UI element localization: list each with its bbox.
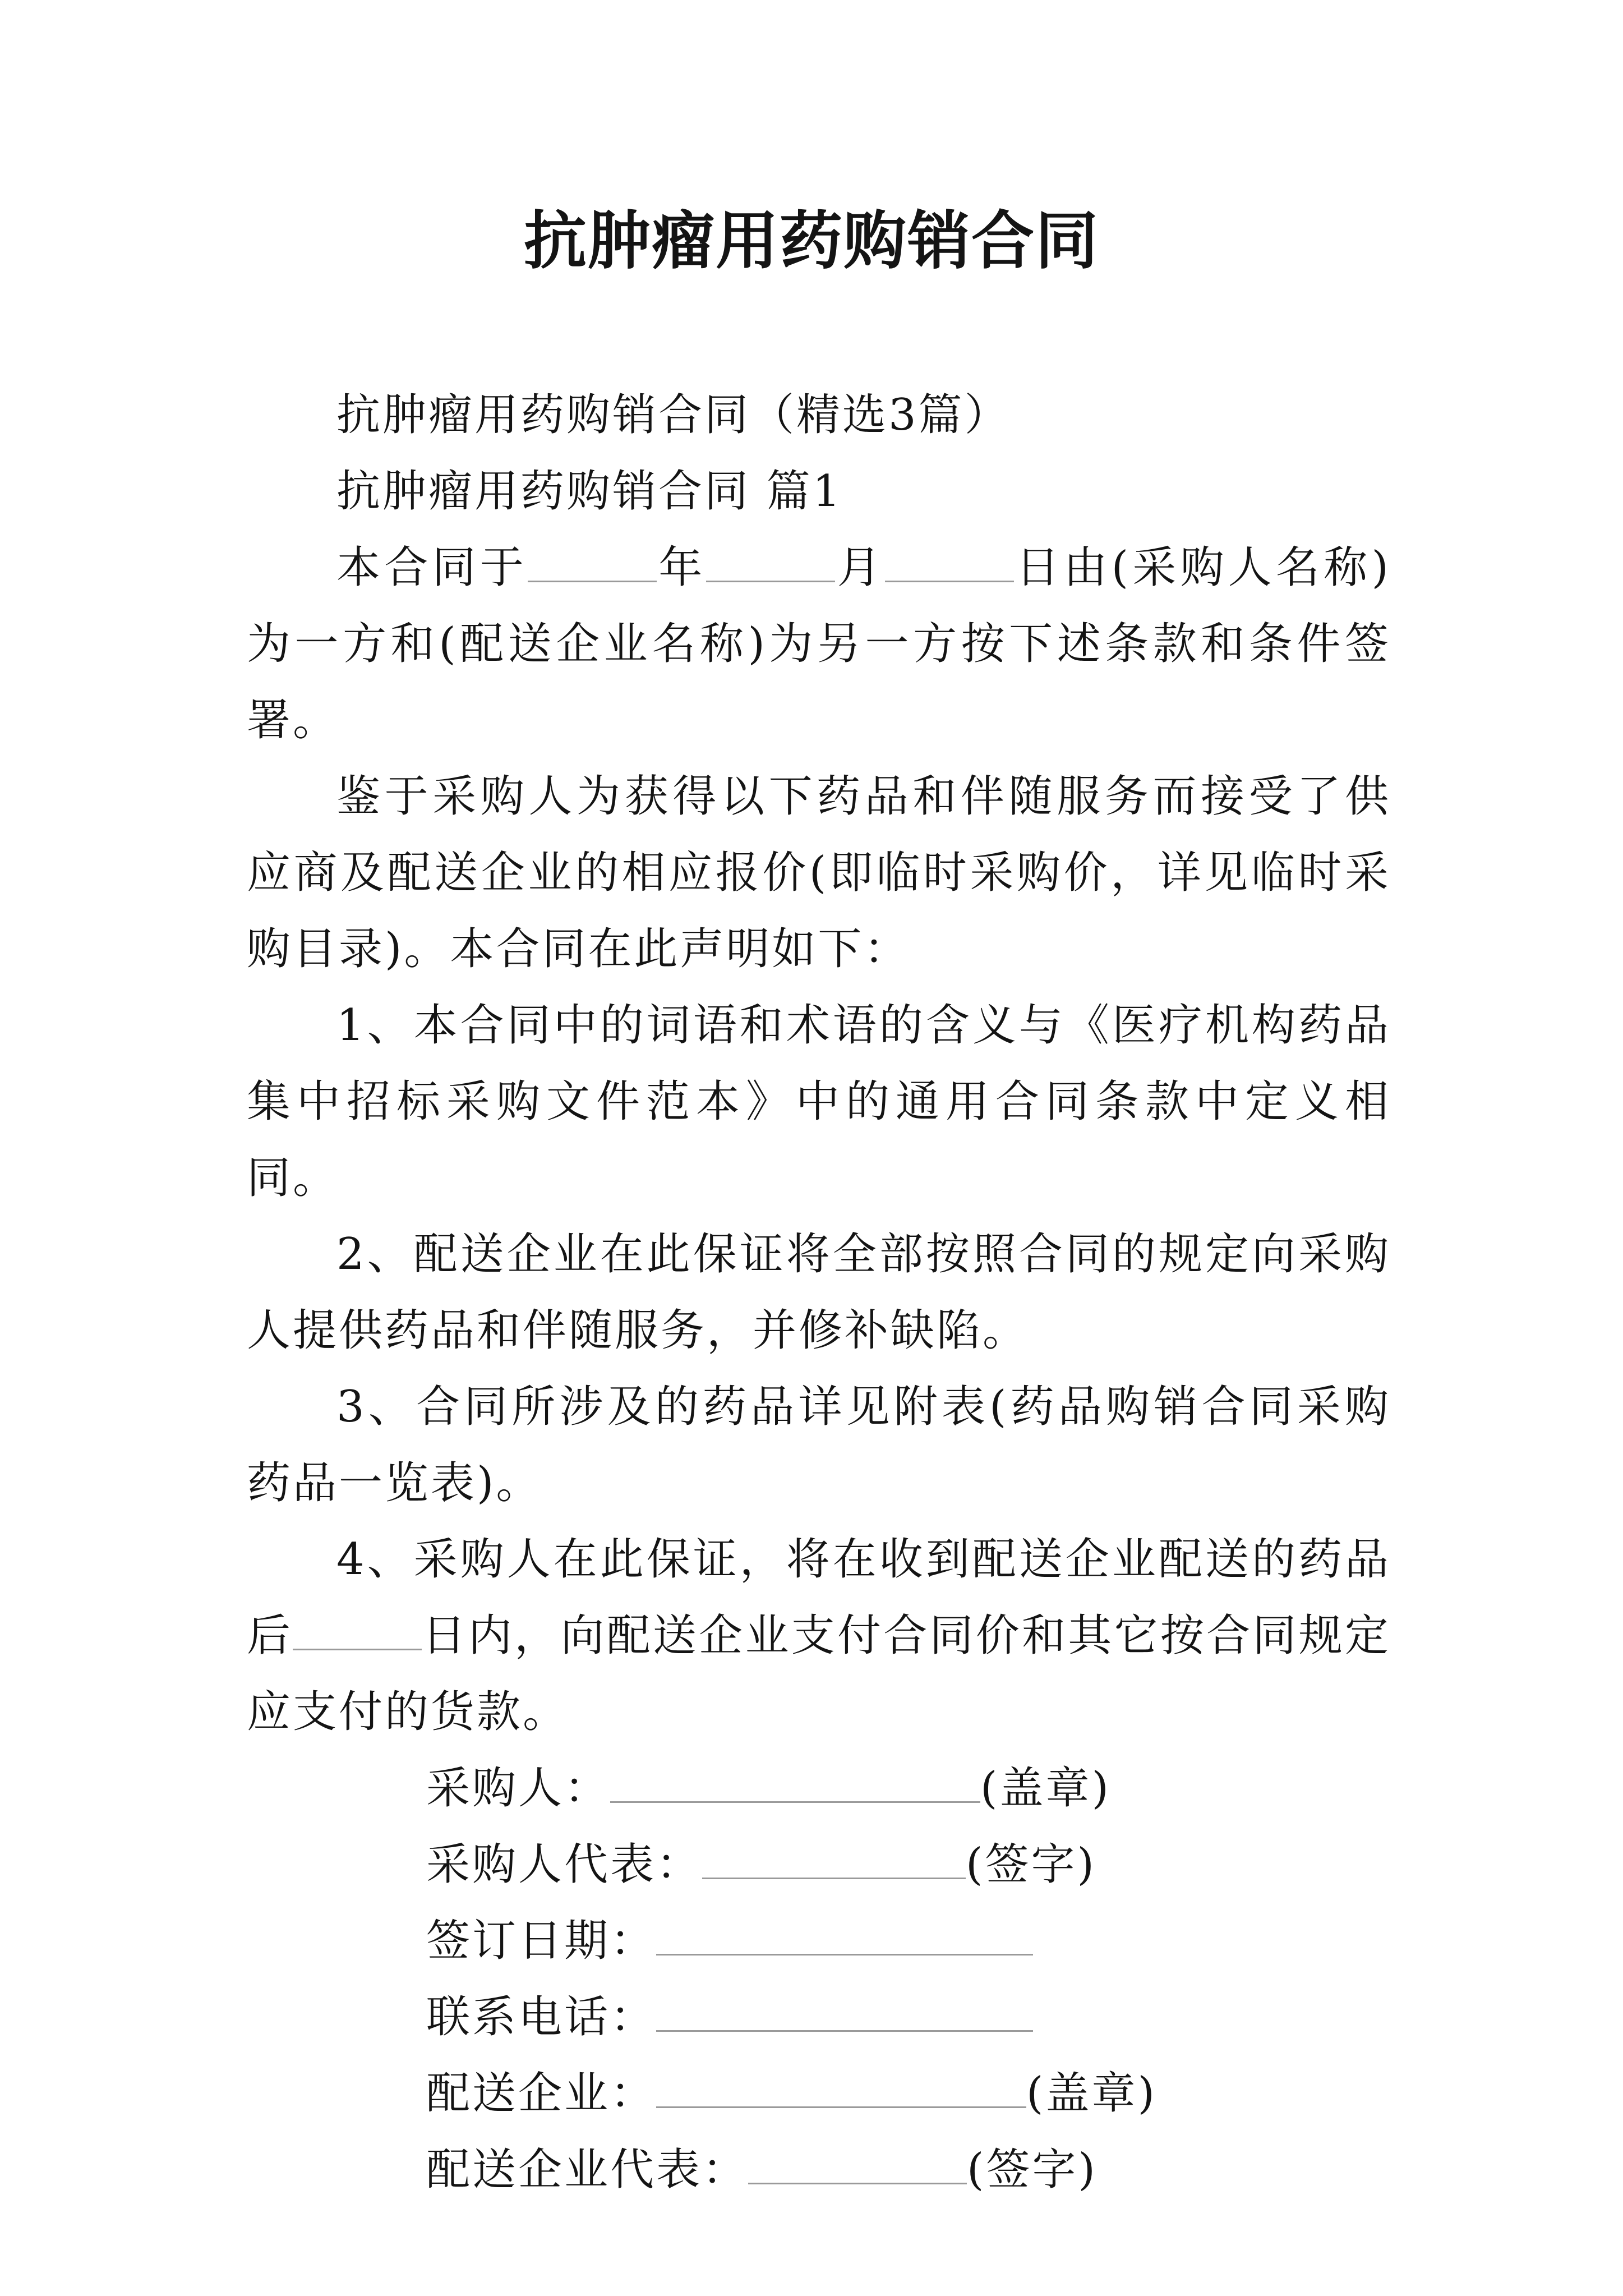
section-heading: 抗肿瘤用药购销合同 篇1 [336, 466, 843, 517]
document-body [247, 377, 1391, 2208]
intro-paragraph [247, 530, 1391, 758]
intro-text-4: 日由(采购人名称)为一方和(配送企业名称)为另一方按下述条款和条件签署。 [247, 542, 1391, 746]
signature-blank [656, 1993, 1033, 2032]
signature-label: 联系电话： [426, 1992, 657, 2042]
signature-blank [656, 2069, 1026, 2108]
signature-phone [247, 1979, 1391, 2055]
days-blank [293, 1612, 422, 1650]
month-blank [706, 544, 835, 582]
signature-blank [656, 1917, 1033, 1955]
day-blank [885, 544, 1014, 582]
intro-text-3: 月 [835, 542, 885, 593]
signature-supplier-rep [247, 2132, 1391, 2208]
signature-label: 签订日期： [426, 1916, 657, 1966]
signature-label: 采购人代表： [426, 1839, 703, 1890]
document-title: 抗肿瘤用药购销合同 [524, 204, 1099, 278]
signature-suffix: (签字) [967, 2145, 1098, 2195]
clause-1: 1、本合同中的词语和术语的含义与《医疗机构药品集中招标采购文件范本》中的通用合同条款中定义相同。 [247, 1000, 1391, 1203]
clause-2: 2、配送企业在此保证将全部按照合同的规定向采购人提供药品和伴随服务，并修补缺陷。 [247, 1229, 1391, 1356]
intro-text-2: 年 [656, 542, 707, 593]
clause-4-text-2: 日内，向配送企业支付合同价和其它按合同规定应支付的货款。 [247, 1611, 1391, 1737]
clause-4 [247, 1521, 1391, 1750]
signature-supplier [247, 2055, 1391, 2132]
signature-date [247, 1903, 1391, 1979]
signature-suffix: (签字) [966, 1839, 1096, 1890]
signature-label: 配送企业： [426, 2068, 657, 2119]
signature-label: 采购人： [426, 1763, 611, 1814]
clause-4-text-1: 4、采购人在此保证，将在收到配送企业配送的药品后 [247, 1534, 1391, 1661]
signature-blank [702, 1841, 966, 1879]
signature-purchaser [247, 1750, 1391, 1826]
signature-label: 配送企业代表： [426, 2145, 749, 2195]
signature-purchaser-rep [247, 1826, 1391, 1903]
whereas-paragraph: 鉴于采购人为获得以下药品和伴随服务而接受了供应商及配送企业的相应报价(即临时采购价，详见临时采购目录)。本合同在此声明如下： [247, 771, 1391, 974]
subtitle-line: 抗肿瘤用药购销合同（精选3篇） [336, 390, 1011, 440]
year-blank [528, 544, 657, 582]
signature-blank [748, 2146, 967, 2184]
clause-3: 3、合同所涉及的药品详见附表(药品购销合同采购药品一览表)。 [247, 1382, 1391, 1508]
signature-suffix: (盖章) [1026, 2068, 1157, 2119]
signature-blank [610, 1764, 980, 1803]
signature-suffix: (盖章) [980, 1763, 1111, 1814]
intro-text-1: 本合同于 [336, 542, 528, 593]
